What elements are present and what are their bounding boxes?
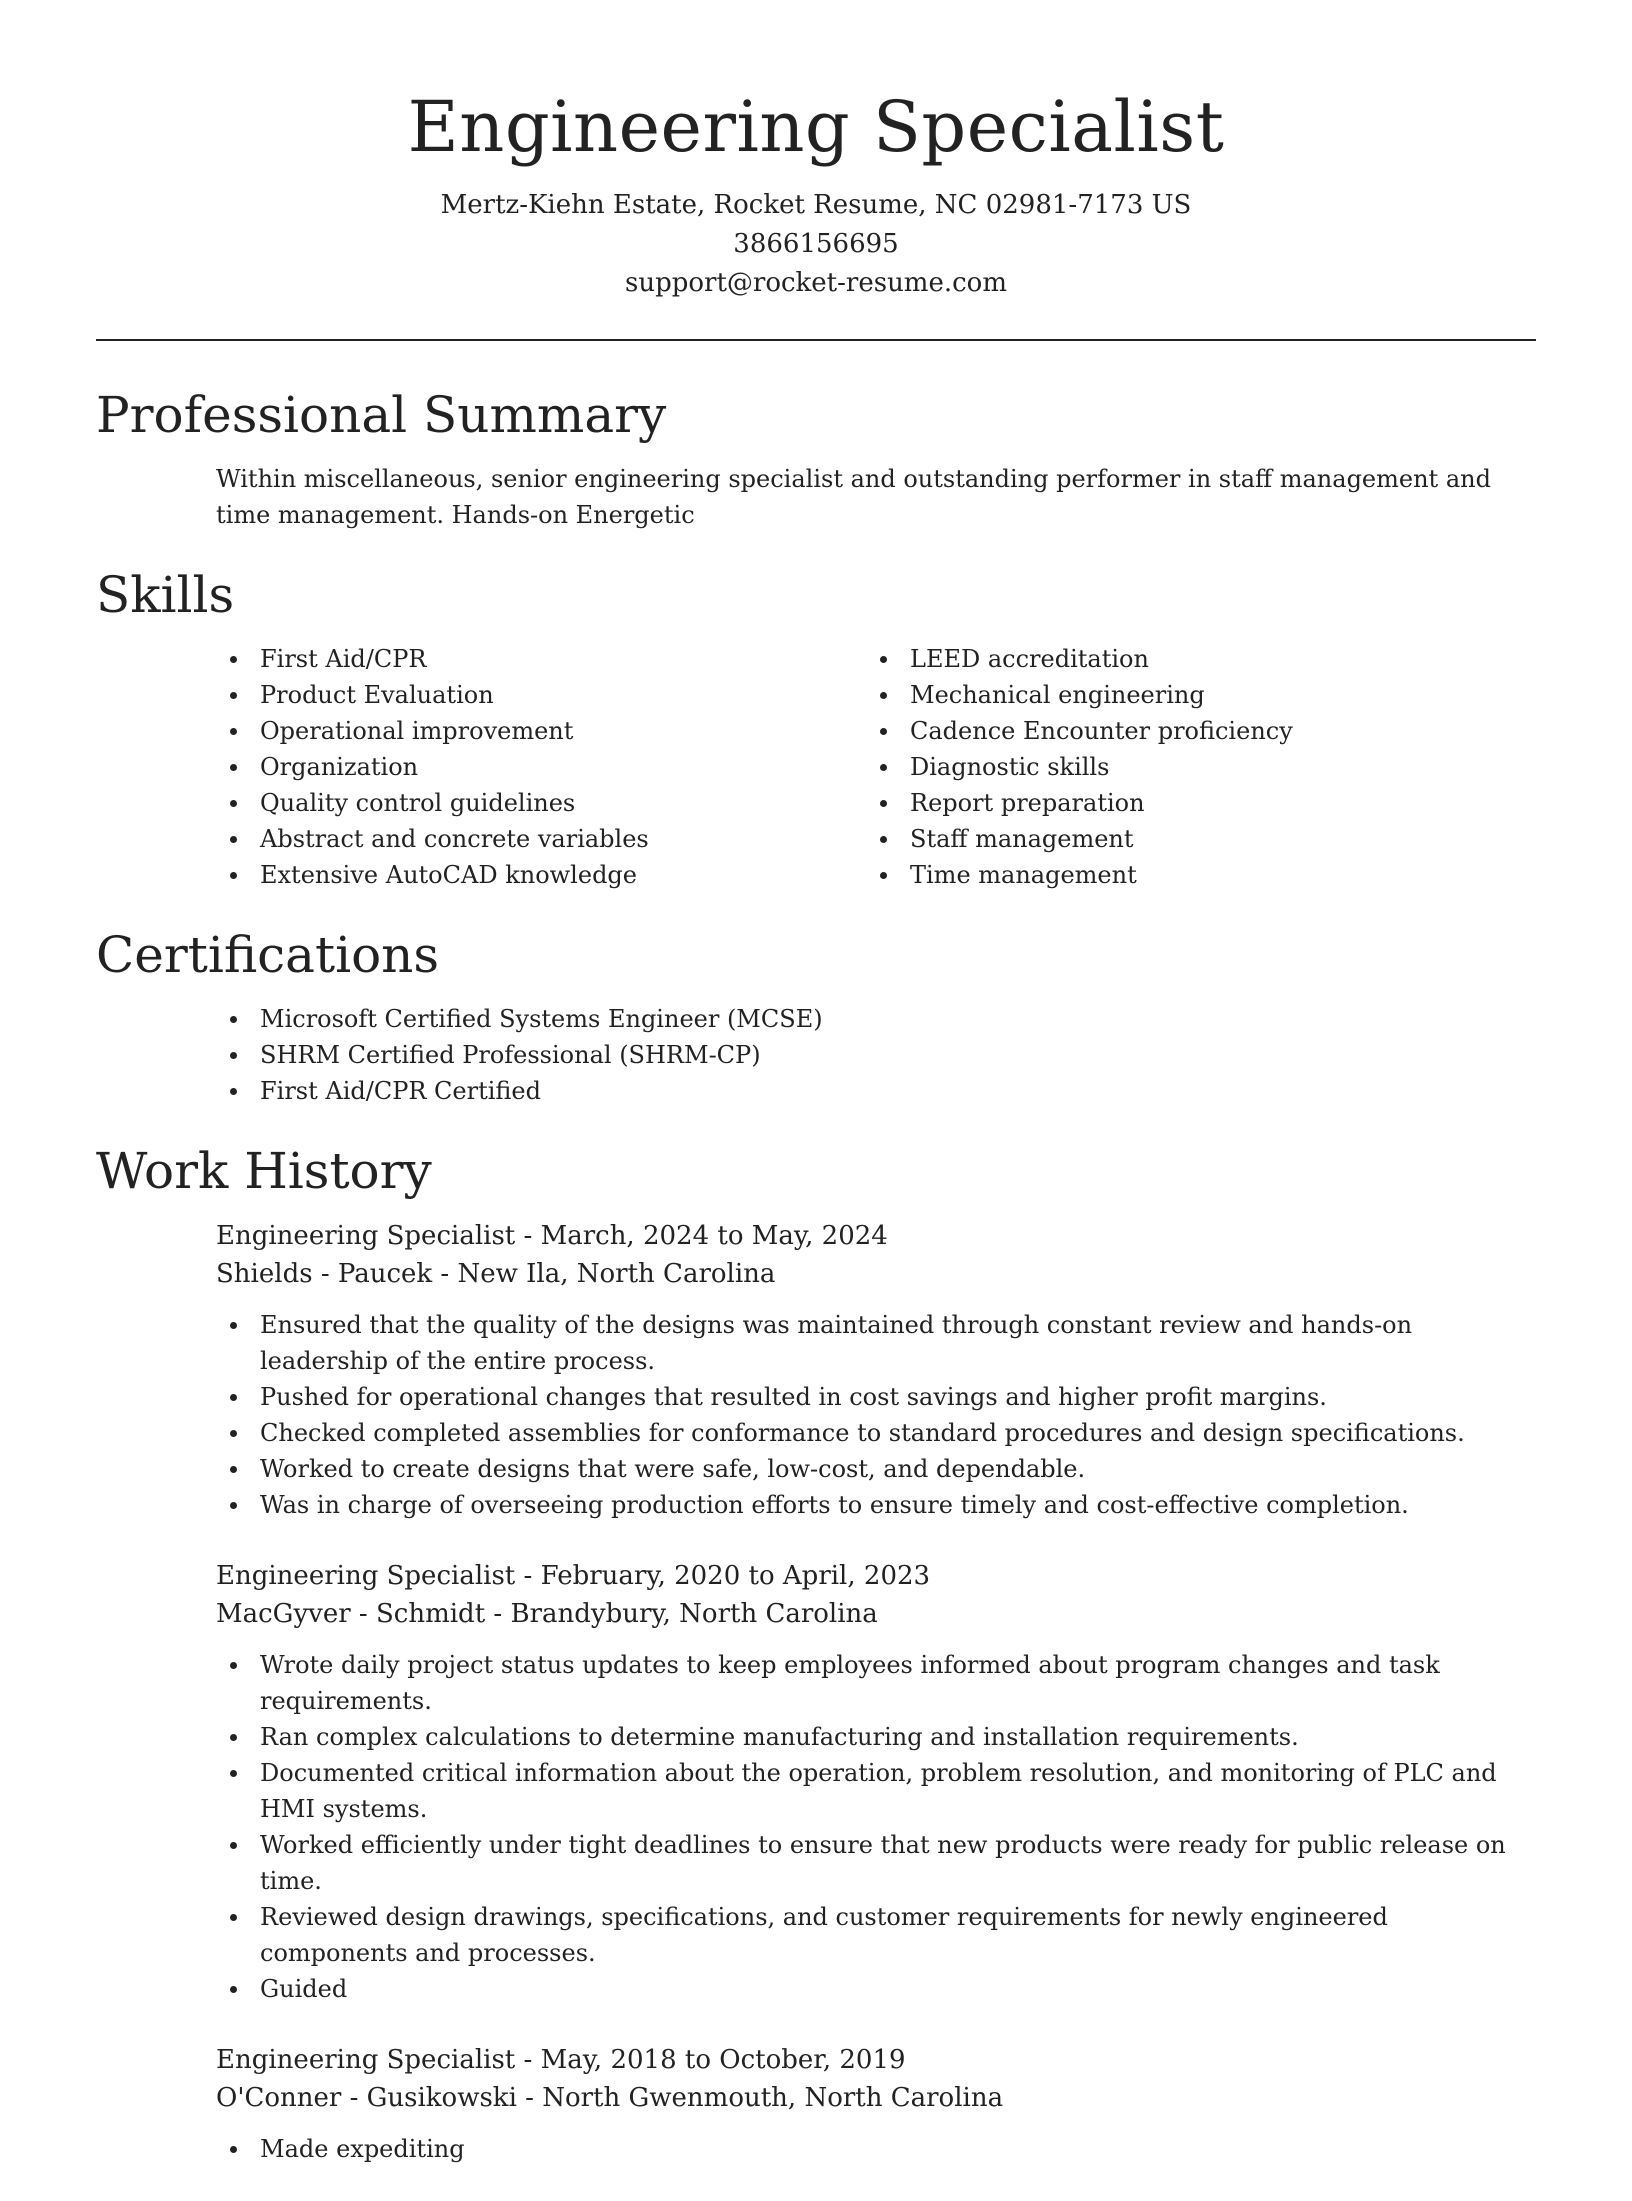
job-title: Engineering Specialist <box>216 1561 516 1591</box>
job-title: Engineering Specialist <box>216 2045 516 2075</box>
job-bullet: Worked to create designs that were safe, low-cost, and dependable. <box>216 1451 1536 1487</box>
job-title-line: Engineering Specialist - March, 2024 to May, 2024 <box>216 1221 888 1251</box>
contact-address: Mertz-Kiehn Estate, Rocket Resume, NC 02981-7173 US <box>440 190 1192 220</box>
skill-item: First Aid/CPR <box>216 641 866 677</box>
job-bullet: Made expediting <box>216 2131 1536 2167</box>
job-company: MacGyver - Schmidt <box>216 1599 486 1629</box>
skills-columns <box>96 641 1536 893</box>
skill-item: Diagnostic skills <box>866 749 1516 785</box>
job-entry <box>216 1217 1536 1523</box>
job-title: Engineering Specialist <box>216 1221 516 1251</box>
skills-column-left <box>216 641 866 893</box>
certifications-section <box>96 923 1536 1109</box>
skill-item: Organization <box>216 749 866 785</box>
skills-column-right <box>866 641 1516 893</box>
job-bullet: Guided <box>216 1971 1536 2007</box>
job-title-line: Engineering Specialist - May, 2018 to October, 2019 <box>216 2045 906 2075</box>
job-location: New Ila, North Carolina <box>457 1259 776 1289</box>
job-location: North Gwenmouth, North Carolina <box>542 2083 1004 2113</box>
job-bullet: Ran complex calculations to determine manufacturing and installation requirements. <box>216 1719 1536 1755</box>
contact-phone: 3866156695 <box>733 229 899 259</box>
certification-item: SHRM Certified Professional (SHRM-CP) <box>216 1037 1536 1073</box>
job-bullet: Reviewed design drawings, specifications, and customer requirements for newly engineered components and processes. <box>216 1899 1536 1971</box>
certification-item: First Aid/CPR Certified <box>216 1073 1536 1109</box>
skill-item: Cadence Encounter proficiency <box>866 713 1516 749</box>
resume-name: Engineering Specialist <box>407 86 1225 168</box>
skill-item: Staff management <box>866 821 1516 857</box>
job-location: Brandybury, North Carolina <box>510 1599 878 1629</box>
resume-page <box>96 0 1536 2201</box>
job-bullet: Was in charge of overseeing production efforts to ensure timely and cost-effective completion. <box>216 1487 1536 1523</box>
job-bullet: Documented critical information about the operation, problem resolution, and monitoring of PLC and HMI systems. <box>216 1755 1536 1827</box>
job-company-line: Shields - Paucek - New Ila, North Carolina <box>216 1259 776 1289</box>
skill-item: Quality control guidelines <box>216 785 866 821</box>
work-history-heading: Work History <box>96 1142 432 1200</box>
job-bullet: Pushed for operational changes that resulted in cost savings and higher profit margins. <box>216 1379 1536 1415</box>
job-bullet: Worked efficiently under tight deadlines to ensure that new products were ready for public release on time. <box>216 1827 1536 1899</box>
job-dates: February, 2020 to April, 2023 <box>540 1561 931 1591</box>
job-entry <box>216 1557 1536 2007</box>
certification-item: Microsoft Certified Systems Engineer (MCSE) <box>216 1001 1536 1037</box>
job-company-line: O'Conner - Gusikowski - North Gwenmouth, North Carolina <box>216 2083 1004 2113</box>
work-history-section <box>96 1139 1536 2167</box>
job-company: Shields - Paucek <box>216 1259 433 1289</box>
summary-section <box>96 383 1536 533</box>
skills-section <box>96 563 1536 893</box>
job-bullet: Checked completed assemblies for conformance to standard procedures and design specifications. <box>216 1415 1536 1451</box>
skill-item: LEED accreditation <box>866 641 1516 677</box>
job-company-line: MacGyver - Schmidt - Brandybury, North Carolina <box>216 1599 878 1629</box>
summary-heading: Professional Summary <box>96 386 667 444</box>
skill-item: Operational improvement <box>216 713 866 749</box>
job-dates: May, 2018 to October, 2019 <box>540 2045 906 2075</box>
skills-heading: Skills <box>96 566 235 624</box>
summary-text: Within miscellaneous, senior engineering specialist and outstanding performer in staff management and time management. Hands-on Energetic <box>216 465 1491 529</box>
certifications-heading: Certifications <box>96 926 440 984</box>
skill-item: Abstract and concrete variables <box>216 821 866 857</box>
job-title-line: Engineering Specialist - February, 2020 to April, 2023 <box>216 1561 931 1591</box>
job-bullet: Ensured that the quality of the designs was maintained through constant review and hands-on leadership of the entire process. <box>216 1307 1536 1379</box>
skill-item: Time management <box>866 857 1516 893</box>
resume-header <box>96 0 1536 303</box>
header-divider <box>96 339 1536 341</box>
job-bullet: Wrote daily project status updates to keep employees informed about program changes and task requirements. <box>216 1647 1536 1719</box>
job-entry <box>216 2041 1536 2167</box>
skill-item: Product Evaluation <box>216 677 866 713</box>
contact-email: support@rocket-resume.com <box>624 268 1007 298</box>
job-dates: March, 2024 to May, 2024 <box>540 1221 888 1251</box>
job-company: O'Conner - Gusikowski <box>216 2083 517 2113</box>
skill-item: Extensive AutoCAD knowledge <box>216 857 866 893</box>
skill-item: Report preparation <box>866 785 1516 821</box>
skill-item: Mechanical engineering <box>866 677 1516 713</box>
